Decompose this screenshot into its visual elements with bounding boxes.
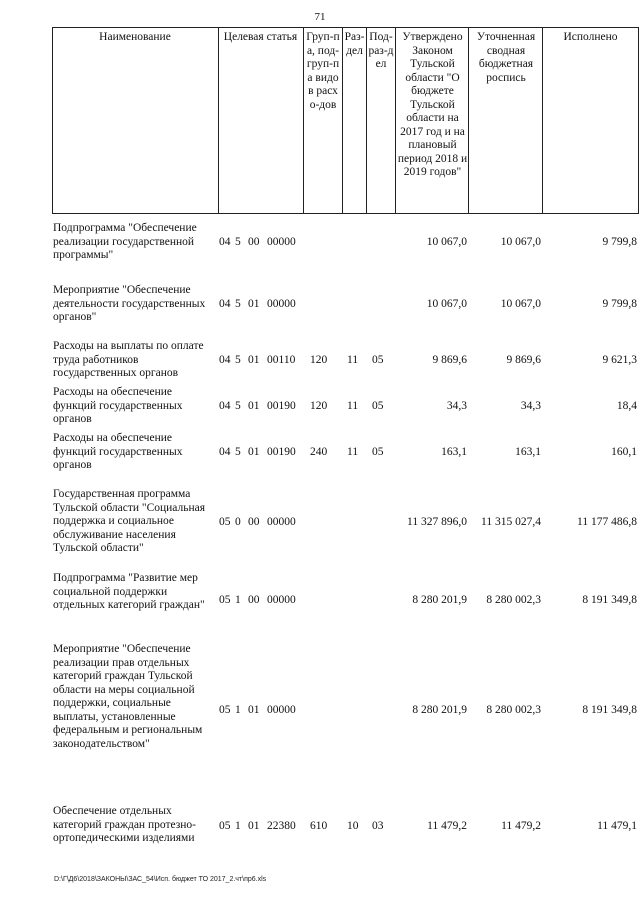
row-code-activity: 00	[248, 236, 260, 248]
header-table	[52, 27, 639, 214]
header-col-border	[638, 27, 639, 214]
row-code-subprogram: 5	[235, 236, 241, 248]
row-code-program: 04	[219, 298, 231, 310]
row-name: Мероприятие "Обеспечение деятельности государственных органов"	[53, 284, 206, 323]
row-revised: 8 280 002,3	[486, 594, 541, 606]
row-code-direction: 00000	[267, 516, 296, 528]
row-code-activity: 01	[248, 446, 260, 458]
row-code-direction: 00000	[267, 236, 296, 248]
row-approved: 9 869,6	[432, 354, 467, 366]
header-bottom-border	[52, 213, 639, 214]
row-revised: 11 479,2	[501, 820, 541, 832]
row-executed: 8 191 349,8	[582, 704, 637, 716]
row-revised: 11 315 027,4	[481, 516, 541, 528]
row-code-direction: 00000	[267, 298, 296, 310]
header-col-border	[366, 27, 367, 214]
page-number: 71	[314, 11, 326, 23]
row-code-direction: 00110	[267, 354, 296, 366]
row-code-activity: 01	[248, 704, 260, 716]
row-group: 120	[310, 400, 328, 412]
row-subsection: 03	[372, 820, 384, 832]
header-col-border	[342, 27, 343, 214]
row-code-direction: 22380	[267, 820, 296, 832]
row-code-program: 05	[219, 594, 231, 606]
row-name: Подпрограмма "Развитие мер социальной поддержки отдельных категорий граждан"	[53, 572, 205, 611]
row-code-subprogram: 1	[235, 820, 241, 832]
header-name: Наименование	[99, 31, 171, 43]
row-approved: 11 479,2	[427, 820, 467, 832]
row-executed: 18,4	[616, 400, 637, 412]
row-code-direction: 00190	[267, 446, 296, 458]
row-approved: 11 327 896,0	[407, 516, 467, 528]
row-code-program: 04	[219, 446, 231, 458]
row-executed: 9 799,8	[602, 298, 637, 310]
header-col-border	[218, 27, 219, 214]
header-group: Груп-па, под-груп-па видов расхо-дов	[306, 31, 340, 111]
row-code-program: 05	[219, 516, 231, 528]
row-group: 120	[310, 354, 328, 366]
row-code-activity: 01	[248, 400, 260, 412]
header-col-border	[303, 27, 304, 214]
row-group: 240	[310, 446, 328, 458]
row-approved: 34,3	[446, 400, 467, 412]
header-revised: Уточненная сводная бюджетная роспись	[476, 31, 536, 84]
row-executed: 9 621,3	[602, 354, 637, 366]
row-code-subprogram: 0	[235, 516, 241, 528]
row-group: 610	[310, 820, 328, 832]
row-section: 11	[347, 446, 359, 458]
row-subsection: 05	[372, 446, 384, 458]
row-executed: 11 177 486,8	[577, 516, 637, 528]
row-code-activity: 00	[248, 594, 260, 606]
row-code-subprogram: 5	[235, 298, 241, 310]
row-code-program: 04	[219, 354, 231, 366]
row-code-activity: 01	[248, 820, 260, 832]
row-code-subprogram: 1	[235, 594, 241, 606]
row-name: Подпрограмма "Обеспечение реализации государственной программы"	[53, 222, 197, 261]
row-revised: 9 869,6	[506, 354, 541, 366]
row-code-subprogram: 5	[235, 446, 241, 458]
header-col-border	[52, 27, 53, 214]
row-approved: 10 067,0	[426, 298, 467, 310]
row-code-program: 05	[219, 704, 231, 716]
row-code-subprogram: 5	[235, 354, 241, 366]
row-subsection: 05	[372, 354, 384, 366]
header-section: Раз-дел	[344, 31, 365, 57]
row-section: 11	[347, 400, 359, 412]
header-col-border	[468, 27, 469, 214]
row-name: Расходы на выплаты по оплате труда работников государственных органов	[53, 340, 204, 379]
header-col-border	[395, 27, 396, 214]
file-path-footer: D:\Г\Д6\2018\ЗАКОНЫ\ЗАС_54\Исп. бюджет ТО 2017_2.чт\пр6.xls	[54, 876, 267, 883]
row-name: Расходы на обеспечение функций государственных органов	[53, 386, 183, 425]
row-code-program: 05	[219, 820, 231, 832]
header-subsection: Под-раз-дел	[368, 31, 394, 70]
row-approved: 163,1	[441, 446, 467, 458]
row-code-program: 04	[219, 400, 231, 412]
row-code-subprogram: 5	[235, 400, 241, 412]
header-executed: Исполнено	[563, 31, 618, 43]
row-revised: 10 067,0	[500, 298, 541, 310]
row-revised: 10 067,0	[500, 236, 541, 248]
row-name: Расходы на обеспечение функций государственных органов	[53, 432, 183, 471]
row-approved: 10 067,0	[426, 236, 467, 248]
row-approved: 8 280 201,9	[412, 704, 467, 716]
row-executed: 11 479,1	[597, 820, 637, 832]
row-executed: 9 799,8	[602, 236, 637, 248]
row-name: Мероприятие "Обеспечение реализации прав отдельных категорий граждан Тульской области на меры социальной поддержки, социальные выплаты, установленные федеральным и региональным законодательством"	[53, 643, 203, 750]
row-name: Обеспечение отдельных категорий граждан протезно-ортопедическими изделиями	[53, 805, 197, 844]
row-code-program: 04	[219, 236, 231, 248]
header-approved: Утверждено Законом Тульской области "О бюджете Тульской области на 2017 год и на плановый период 2018 и 2019 годов"	[397, 31, 468, 178]
row-revised: 34,3	[520, 400, 541, 412]
row-executed: 160,1	[611, 446, 637, 458]
row-code-direction: 00190	[267, 400, 296, 412]
row-code-direction: 00000	[267, 594, 296, 606]
row-revised: 163,1	[515, 446, 541, 458]
row-section: 10	[347, 820, 359, 832]
row-name: Государственная программа Тульской области "Социальная поддержка и социальное обслуживание населения Тульской области"	[53, 488, 206, 554]
row-revised: 8 280 002,3	[486, 704, 541, 716]
row-subsection: 05	[372, 400, 384, 412]
row-code-activity: 00	[248, 516, 260, 528]
header-col-border	[542, 27, 543, 214]
row-code-activity: 01	[248, 354, 260, 366]
row-code-direction: 00000	[267, 704, 296, 716]
row-code-activity: 01	[248, 298, 260, 310]
header-top-border	[52, 27, 639, 28]
header-target-article: Целевая статья	[223, 31, 298, 43]
row-approved: 8 280 201,9	[412, 594, 467, 606]
row-section: 11	[347, 354, 359, 366]
row-code-subprogram: 1	[235, 704, 241, 716]
row-executed: 8 191 349,8	[582, 594, 637, 606]
